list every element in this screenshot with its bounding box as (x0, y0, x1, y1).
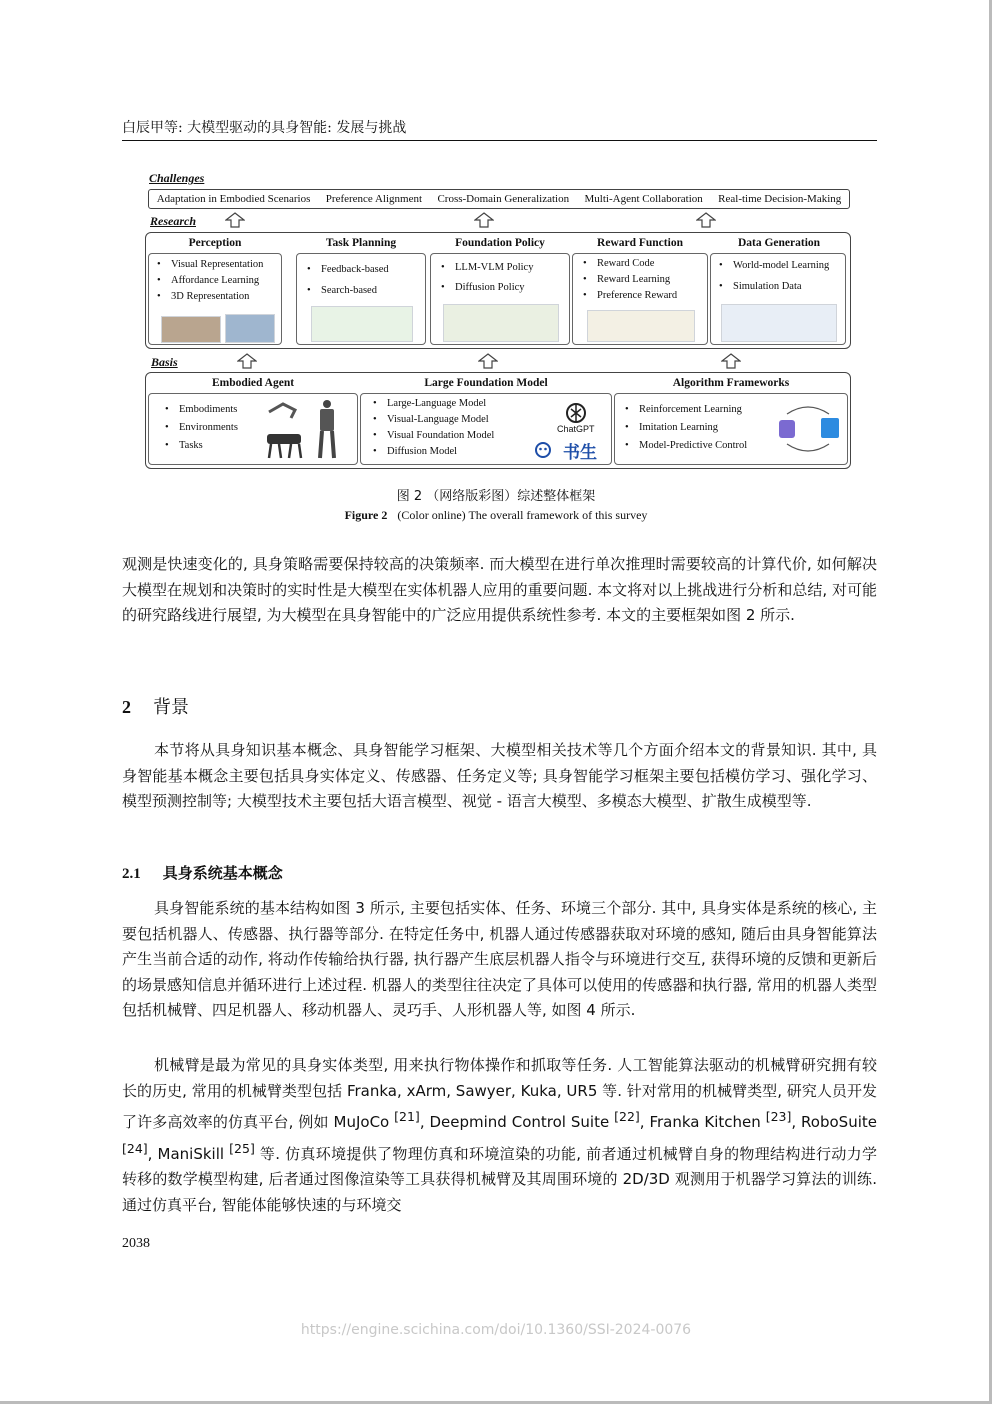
bullet-item: • Visual Representation (171, 259, 263, 270)
bullet-item: • Visual Foundation Model (387, 430, 494, 441)
bullet-item: • Reinforcement Learning (639, 404, 742, 415)
cell-box (430, 253, 570, 345)
agent-environment-loop-icon (775, 400, 841, 458)
cell-box (148, 253, 282, 345)
cell-box (296, 253, 426, 345)
challenge-item: Multi-Agent Collaboration (584, 193, 703, 205)
cell-box (614, 393, 848, 465)
up-arrow-icon (478, 353, 498, 369)
figure-caption-label: Figure 2 (344, 508, 388, 522)
section-number: 2 (122, 697, 131, 717)
cell-box (148, 393, 358, 465)
bullet-item: • Visual-Language Model (387, 414, 489, 425)
paragraph: 观测是快速变化的, 具身策略需要保持较高的决策频率. 而大模型在进行单次推理时需要较高的计算代价, 如何解决大模型在规划和决策时的实时性是大模型在实体机器人应用的重要问题. 本文将对以上挑战进行分析和总结, 对可能的研究路线进行展望, 为大模型在具身智能中的广泛应用提供系统性参考. 本文的主要框架如图 2 所示. (122, 555, 877, 625)
text-run: , Franka Kitchen (639, 1113, 766, 1132)
research-cell-reward-function (572, 233, 708, 345)
subsection-number: 2.1 (122, 866, 141, 882)
page-number: 2038 (122, 1236, 150, 1251)
citation[interactable]: [23] (765, 1109, 792, 1125)
research-cell-data-generation (710, 233, 848, 345)
bullet-item: • Affordance Learning (171, 275, 259, 286)
bullet-item: • Simulation Data (733, 281, 802, 292)
openai-logo-icon (563, 402, 589, 424)
up-arrow-icon (474, 212, 494, 228)
doi-watermark: https://engine.scichina.com/doi/10.1360/SSI-2024-0076 (300, 1322, 692, 1338)
cell-title: Perception (188, 237, 242, 249)
text-run: , Deepmind Control Suite (419, 1113, 615, 1132)
shusheng-logo-icon (533, 440, 553, 458)
basis-cell-embodied-agent (148, 373, 358, 465)
task-planning-thumbnail (311, 306, 413, 342)
data-generation-thumbnail (721, 304, 837, 342)
running-head: 白辰甲等: 大模型驱动的具身智能: 发展与挑战 (122, 120, 407, 136)
bullet-item: • Environments (179, 422, 238, 433)
cell-box (360, 393, 612, 465)
figure-caption-zh: 图 2 （网络版彩图）综述整体框架 (396, 489, 596, 504)
research-cell-perception (148, 233, 282, 345)
figure-caption-text: (Color online) The overall framework of this survey (397, 508, 648, 522)
perception-thumbnail (225, 314, 275, 343)
research-panel (145, 232, 851, 349)
citation[interactable]: [25] (229, 1140, 255, 1156)
basis-label: Basis (151, 355, 178, 369)
bullet-item: • Tasks (179, 440, 203, 451)
challenge-item: Adaptation in Embodied Scenarios (156, 193, 311, 205)
bullet-item: • Model-Predictive Control (639, 440, 747, 451)
paragraph (122, 1053, 877, 1219)
framework-figure (145, 170, 851, 470)
basis-panel (145, 372, 851, 469)
citation[interactable]: [22] (614, 1109, 640, 1125)
text-run: , ManiSkill (147, 1144, 230, 1163)
shusheng-logo-text: 书生 (563, 443, 597, 463)
cell-title: Task Planning (325, 237, 397, 249)
cell-title: Embodied Agent (211, 377, 295, 389)
bullet-item: • Preference Reward (597, 290, 677, 301)
cell-box (710, 253, 846, 345)
paragraph: 具身智能系统的基本结构如图 3 所示, 主要包括实体、任务、环境三个部分. 其中, 具身实体是系统的核心, 主要包括机器人、传感器、执行器等部分. 在特定任务中, 机器人通过传感器获取对环境的感知, 随后由具身智能算法产生当前合适的动作, 将动作传输给执行器, 执行器产生底层机器人指令与环境进行交互, 获得环境的反馈和更新后的场景感知信息并循环进行上述过程. 机器人的类型往往决定了具体可以使用的传感器和执行器, 常用的机器人类型包括机械臂、四足机器人、移动机器人、灵巧手、人形机器人等, 如图 4 所示. (122, 899, 877, 1020)
challenge-item: Real-time Decision-Making (718, 193, 842, 205)
bullet-item: • Large-Language Model (387, 398, 486, 409)
cell-title: Large Foundation Model (424, 377, 548, 389)
citation[interactable]: [21] (394, 1109, 420, 1125)
cell-title: Foundation Policy (455, 237, 545, 249)
cell-box (572, 253, 708, 345)
reward-function-thumbnail (587, 310, 695, 342)
text-run: , RoboSuite (791, 1113, 877, 1132)
chatgpt-logo-text: ChatGPT (557, 424, 595, 434)
up-arrow-icon (721, 353, 741, 369)
text-run: 等. 仿真环境提供了物理仿真和环境渲染的功能, 前者通过机械臂自身的物理结构进行动力学转移的数学模型构建, 后者通过图像渲染等工具获得机械臂及其周围环境的 2D/3D 观测用于机器学习算法的训练. 通过仿真平台, 智能体能够快速的与环境交 (122, 1144, 877, 1214)
research-label: Research (150, 214, 196, 228)
challenges-box (148, 189, 850, 209)
figure-caption-en (0, 508, 992, 523)
section-title: 背景 (153, 697, 189, 718)
up-arrow-icon (225, 212, 245, 228)
up-arrow-icon (237, 353, 257, 369)
up-arrow-icon (696, 212, 716, 228)
basis-cell-algorithm-frameworks (614, 373, 848, 465)
bullet-item: • Diffusion Model (387, 446, 457, 457)
research-cell-task-planning (296, 233, 426, 345)
bullet-item: • Diffusion Policy (455, 282, 525, 293)
subsection-title: 具身系统基本概念 (162, 864, 283, 882)
challenge-item: Preference Alignment (325, 193, 423, 205)
bullet-item: • Imitation Learning (639, 422, 718, 433)
cell-title: Algorithm Frameworks (672, 377, 790, 389)
foundation-policy-thumbnail (443, 304, 559, 342)
bullet-item: • Search-based (321, 285, 377, 296)
bullet-item: • Reward Code (597, 258, 654, 269)
header-rule (122, 140, 877, 141)
perception-thumbnail (161, 316, 221, 343)
bullet-item: • World-model Learning (733, 260, 829, 271)
bullet-item: • Reward Learning (597, 274, 670, 285)
basis-cell-large-foundation-model (360, 373, 612, 465)
citation[interactable]: [24] (122, 1140, 148, 1156)
subsection-heading (122, 862, 283, 883)
bullet-item: • LLM-VLM Policy (455, 262, 533, 273)
research-cell-foundation-policy (430, 233, 570, 345)
text-run: 机械臂是最为常见的具身实体类型, 用来执行物体操作和抓取等任务. 人工智能算法驱动的机械臂研究拥有较长的历史, 常用的机械臂类型包括 Franka, xArm, Sawyer, Kuka, UR5 等. 针对常用的机械臂类型, 研究人员开发了许多高效率的仿真平台, 例如 MuJoCo (122, 1056, 877, 1132)
cell-title: Reward Function (597, 237, 683, 249)
cell-title: Data Generation (737, 237, 821, 249)
challenge-item: Cross-Domain Generalization (437, 193, 570, 205)
bullet-item: • Embodiments (179, 404, 237, 415)
paragraph: 本节将从具身知识基本概念、具身智能学习框架、大模型相关技术等几个方面介绍本文的背景知识. 其中, 具身智能基本概念主要包括具身实体定义、传感器、任务定义等; 具身智能学习框架主要包括模仿学习、强化学习、模型预测控制等; 大模型技术主要包括大语言模型、视觉 - 语言大模型、多模态大模型、扩散生成模型等. (122, 741, 877, 811)
bullet-item: • Feedback-based (321, 264, 389, 275)
section-heading (122, 693, 189, 719)
bullet-item: • 3D Representation (171, 291, 249, 302)
challenges-label: Challenges (149, 171, 205, 185)
robot-icon (265, 398, 353, 460)
